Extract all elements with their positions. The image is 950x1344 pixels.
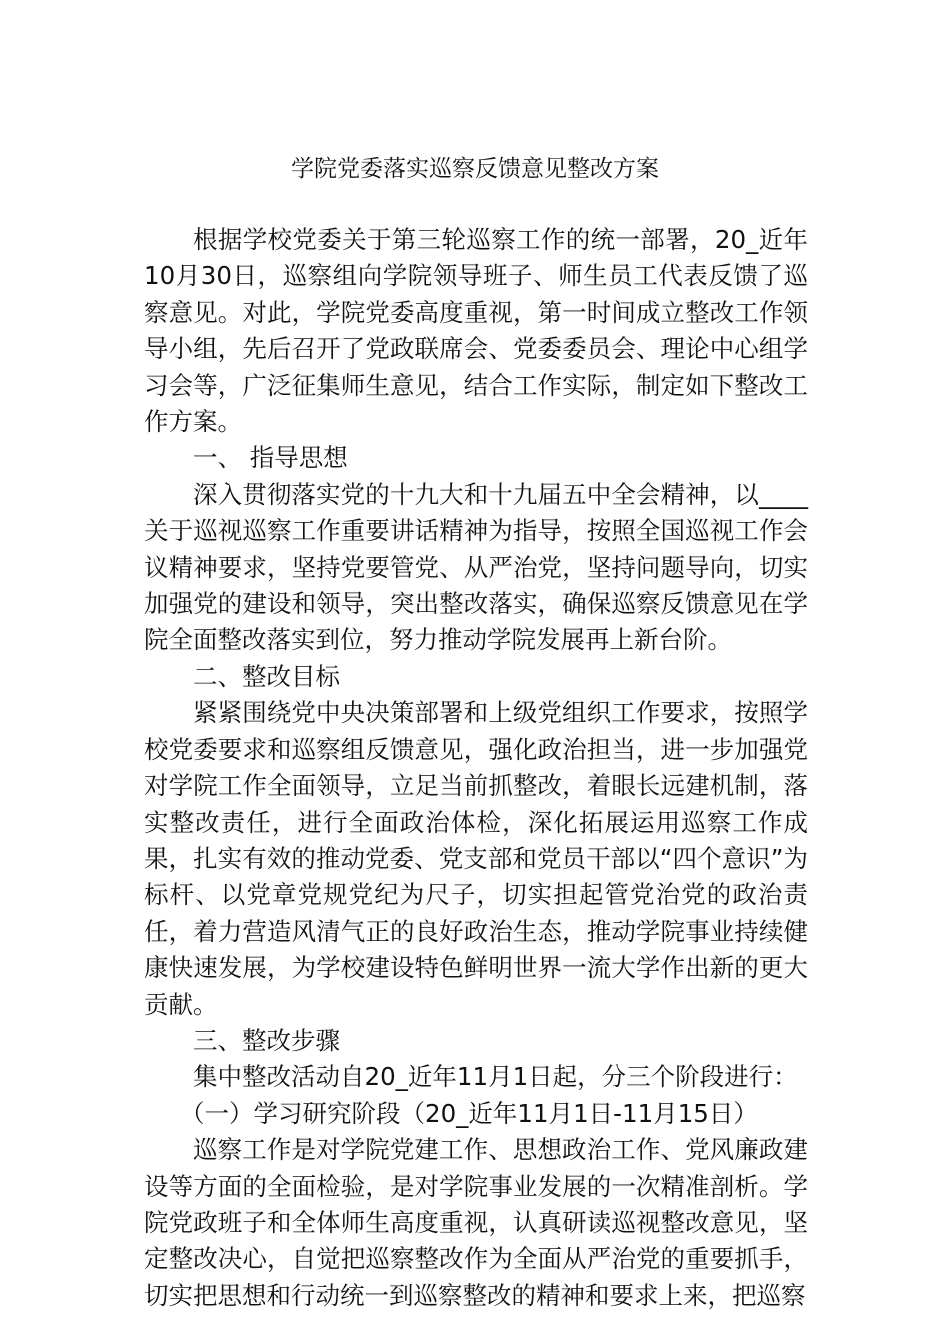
- paragraph-steps: 集中整改活动自20_近年11月1日起，分三个阶段进行：: [193, 1062, 798, 1092]
- subheading-study-phase: （一）学习研究阶段（20_近年11月1日-11月15日）: [180, 1098, 758, 1128]
- document-title: 学院党委落实巡察反馈意见整改方案: [291, 156, 659, 182]
- paragraph-goals: 紧紧围绕党中央决策部署和上级党组织工作要求，按照学校党委要求和巡察组反馈意见，强化政治担当，进一步加强党对学院工作全面领导，立足当前抓整改，着眼长远建机制，落实整改责任，进行全面政治体检，深化拓展运用巡察工作成果，扎实有效的推动党委、党支部和党员干部以“四个意识”为标杆、以党章党规党纪为尺子，切实担起管党治党的政治责任，着力营造风清气正的良好政治生态，推动学院事业持续健康快速发展，为学校建设特色鲜明世界一流大学作出新的更大贡献。: [144, 698, 808, 1019]
- heading-steps: 三、整改步骤: [193, 1025, 340, 1055]
- document-body: [144, 222, 808, 1314]
- paragraph-guiding-thought: 深入贯彻落实党的十九大和十九届五中全会精神，以____关于巡视巡察工作重要讲话精神为指导，按照全国巡视工作会议精神要求，坚持党要管党、从严治党，坚持问题导向，切实加强党的建设和领导，突出整改落实，确保巡察反馈意见在学院全面整改落实到位，努力推动学院发展再上新台阶。: [144, 479, 808, 655]
- paragraph-intro: 根据学校党委关于第三轮巡察工作的统一部署，20_近年10月30日，巡察组向学院领导班子、师生员工代表反馈了巡察意见。对此，学院党委高度重视，第一时间成立整改工作领导小组，先后召开了党政联席会、党委委员会、理论中心组学习会等，广泛征集师生意见，结合工作实际，制定如下整改工作方案。: [144, 225, 808, 437]
- heading-goals: 二、整改目标: [193, 661, 340, 691]
- heading-guiding-thought: 一、 指导思想: [193, 443, 348, 473]
- paragraph-study-phase: 巡察工作是对学院党建工作、思想政治工作、党风廉政建设等方面的全面检验，是对学院事业发展的一次精准剖析。学院党政班子和全体师生高度重视，认真研读巡视整改意见，坚定整改决心，自觉把巡察整改作为全面从严治党的重要抓手，切实把思想和行动统一到巡察整改的精神和要求上来，把巡察: [144, 1135, 808, 1310]
